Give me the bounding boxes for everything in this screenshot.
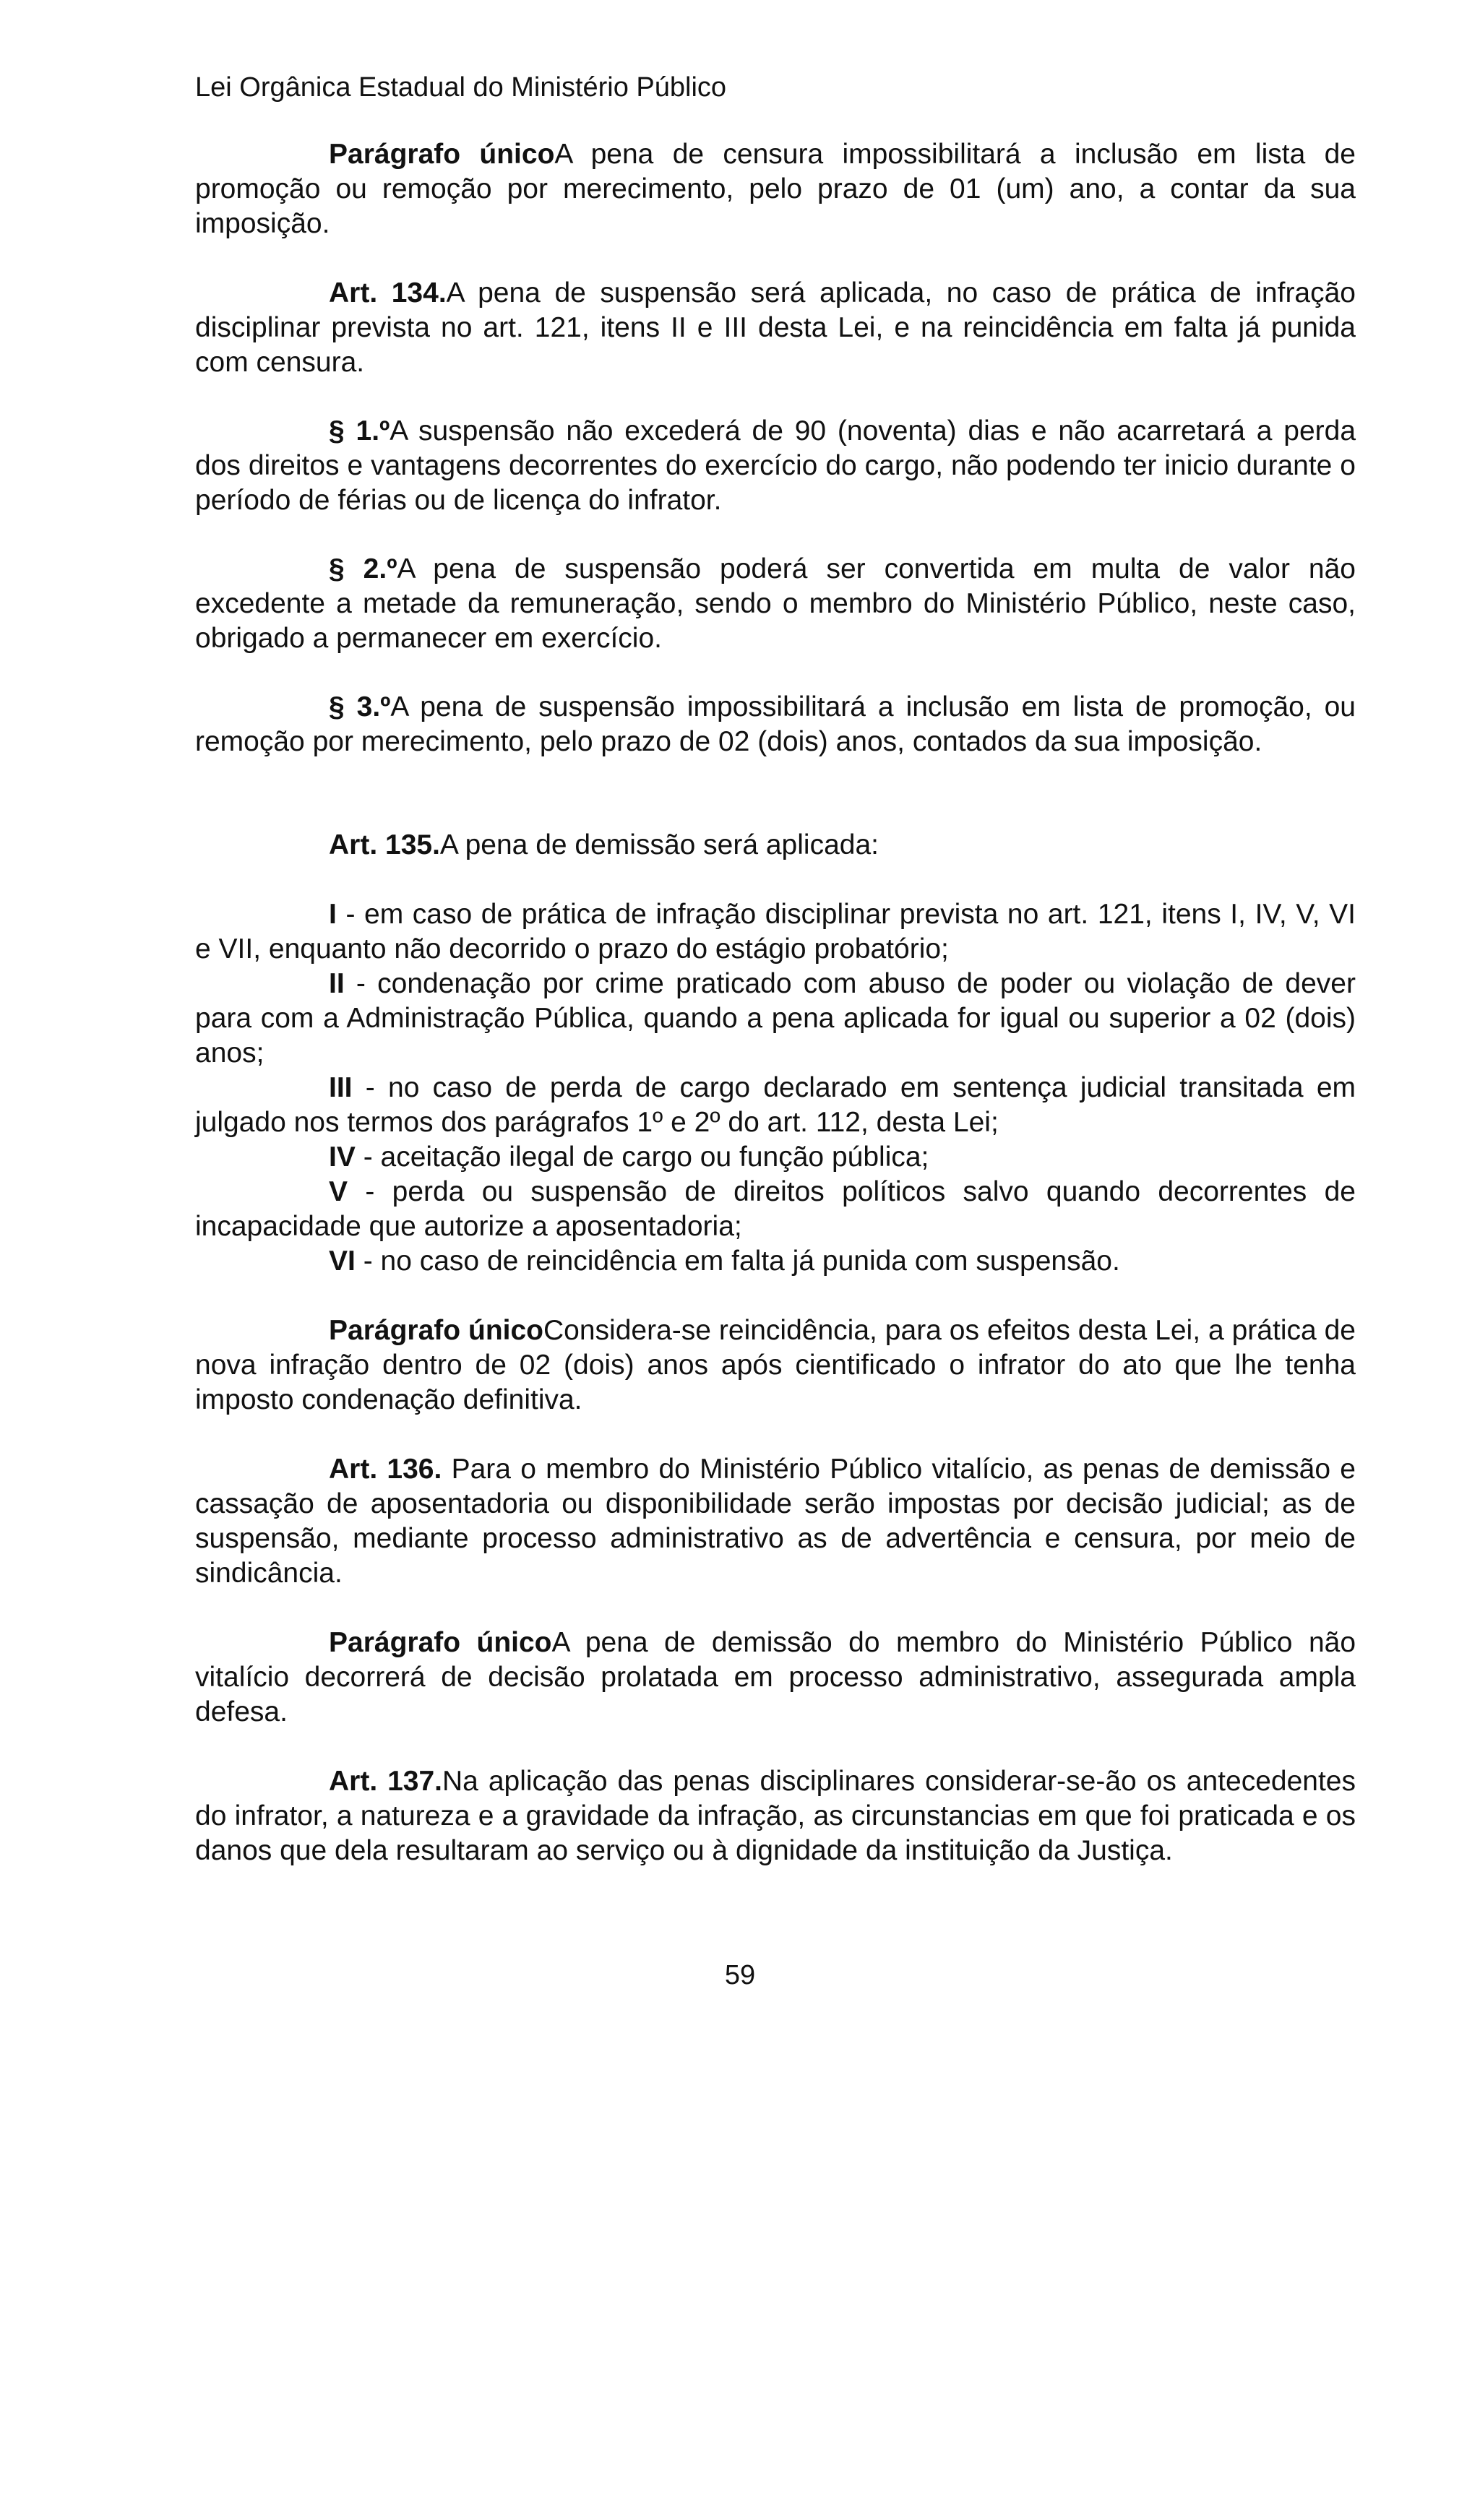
- item-VI: [195, 1244, 1356, 1279]
- paragraph-label: Parágrafo único: [329, 1315, 544, 1346]
- item-label: III: [329, 1072, 353, 1103]
- item-label: I: [329, 899, 337, 930]
- paragraph-text: Considera-se reincidência, para os efeitos desta Lei, a prática de nova infração dentro de 02 (dois) anos após cientificado o infrator do ato que lhe tenha imposto condenação definitiva.: [195, 1315, 1356, 1415]
- article-134: [195, 276, 1356, 380]
- paragraph-text: A pena de censura impossibilitará a inclusão em lista de promoção ou remoção por merecimento, pelo prazo de 01 (um) ano, a contar da sua imposição.: [195, 139, 1356, 239]
- running-header: Lei Orgânica Estadual do Ministério Público: [195, 72, 727, 103]
- article-135: [195, 828, 1356, 863]
- item-label: V: [329, 1176, 348, 1207]
- article-text: A pena de suspensão será aplicada, no caso de prática de infração disciplinar prevista no art. 121, itens II e III desta Lei, e na reincidência em falta já punida com censura.: [195, 277, 1356, 378]
- section-label: § 3.º: [329, 691, 391, 722]
- paragraph-single-136: [195, 1626, 1356, 1730]
- page-number: 59: [724, 1960, 756, 1990]
- item-label: II: [329, 968, 345, 999]
- item-III: [195, 1071, 1356, 1140]
- section-text: A suspensão não excederá de 90 (noventa) dias e não acarretará a perda dos direitos e vantagens decorrentes do exercício do cargo, não podendo ter inicio durante o período de férias ou de licença do infrator.: [195, 415, 1356, 516]
- article-text: A pena de demissão será aplicada:: [439, 829, 879, 860]
- item-IV: [195, 1140, 1356, 1175]
- article-text: Na aplicação das penas disciplinares considerar-se-ão os antecedentes do infrator, a natureza e a gravidade da infração, as circunstancias em que foi praticada e os danos que dela resultaram ao serviço ou à dignidade da instituição da Justiça.: [195, 1766, 1356, 1866]
- article-137: [195, 1764, 1356, 1868]
- paragraph-label: Parágrafo único: [329, 139, 555, 170]
- section-134-2: [195, 552, 1356, 656]
- item-text: - em caso de prática de infração disciplinar prevista no art. 121, itens I, IV, V, VI e VII, enquanto não decorrido o prazo do estágio probatório;: [195, 899, 1356, 965]
- section-label: § 1.º: [329, 415, 390, 446]
- item-label: VI: [329, 1246, 356, 1277]
- section-134-3: [195, 690, 1356, 759]
- section-134-1: [195, 414, 1356, 518]
- article-136: [195, 1452, 1356, 1591]
- article-label: Art. 134.: [329, 277, 447, 308]
- item-label: IV: [329, 1142, 356, 1173]
- item-text: - perda ou suspensão de direitos políticos salvo quando decorrentes de incapacidade que autorize a aposentadoria;: [195, 1176, 1356, 1242]
- paragraph-single-134-pre: [195, 137, 1356, 241]
- item-text: - aceitação ilegal de cargo ou função pública;: [355, 1142, 929, 1173]
- item-text: - condenação por crime praticado com abuso de poder ou violação de dever para com a Administração Pública, quando a pena aplicada for igual ou superior a 02 (dois) anos;: [195, 968, 1356, 1069]
- article-label: Art. 137.: [329, 1766, 443, 1797]
- article-label: Art. 135.: [329, 829, 440, 860]
- item-text: - no caso de reincidência em falta já punida com suspensão.: [355, 1246, 1120, 1277]
- article-label: Art. 136.: [329, 1454, 442, 1485]
- item-II: [195, 967, 1356, 1071]
- paragraph-text: A pena de demissão do membro do Ministério Público não vitalício decorrerá de decisão prolatada em processo administrativo, assegurada ampla defesa.: [195, 1627, 1356, 1727]
- article-text: Para o membro do Ministério Público vitalício, as penas de demissão e cassação de aposentadoria ou disponibilidade serão impostas por decisão judicial; as de suspensão, mediante processo administrativo as de advertência e censura, por meio de sindicância.: [195, 1454, 1356, 1589]
- item-text: - no caso de perda de cargo declarado em sentença judicial transitada em julgado nos termos dos parágrafos 1º e 2º do art. 112, desta Lei;: [195, 1072, 1356, 1138]
- paragraph-label: Parágrafo único: [329, 1627, 552, 1658]
- item-I: [195, 897, 1356, 967]
- section-text: A pena de suspensão impossibilitará a inclusão em lista de promoção, ou remoção por merecimento, pelo prazo de 02 (dois) anos, contados da sua imposição.: [195, 691, 1356, 757]
- section-label: § 2.º: [329, 553, 397, 584]
- item-V: [195, 1175, 1356, 1244]
- paragraph-single-135: [195, 1313, 1356, 1418]
- section-text: A pena de suspensão poderá ser convertida em multa de valor não excedente a metade da remuneração, sendo o membro do Ministério Público, neste caso, obrigado a permanecer em exercício.: [195, 553, 1356, 654]
